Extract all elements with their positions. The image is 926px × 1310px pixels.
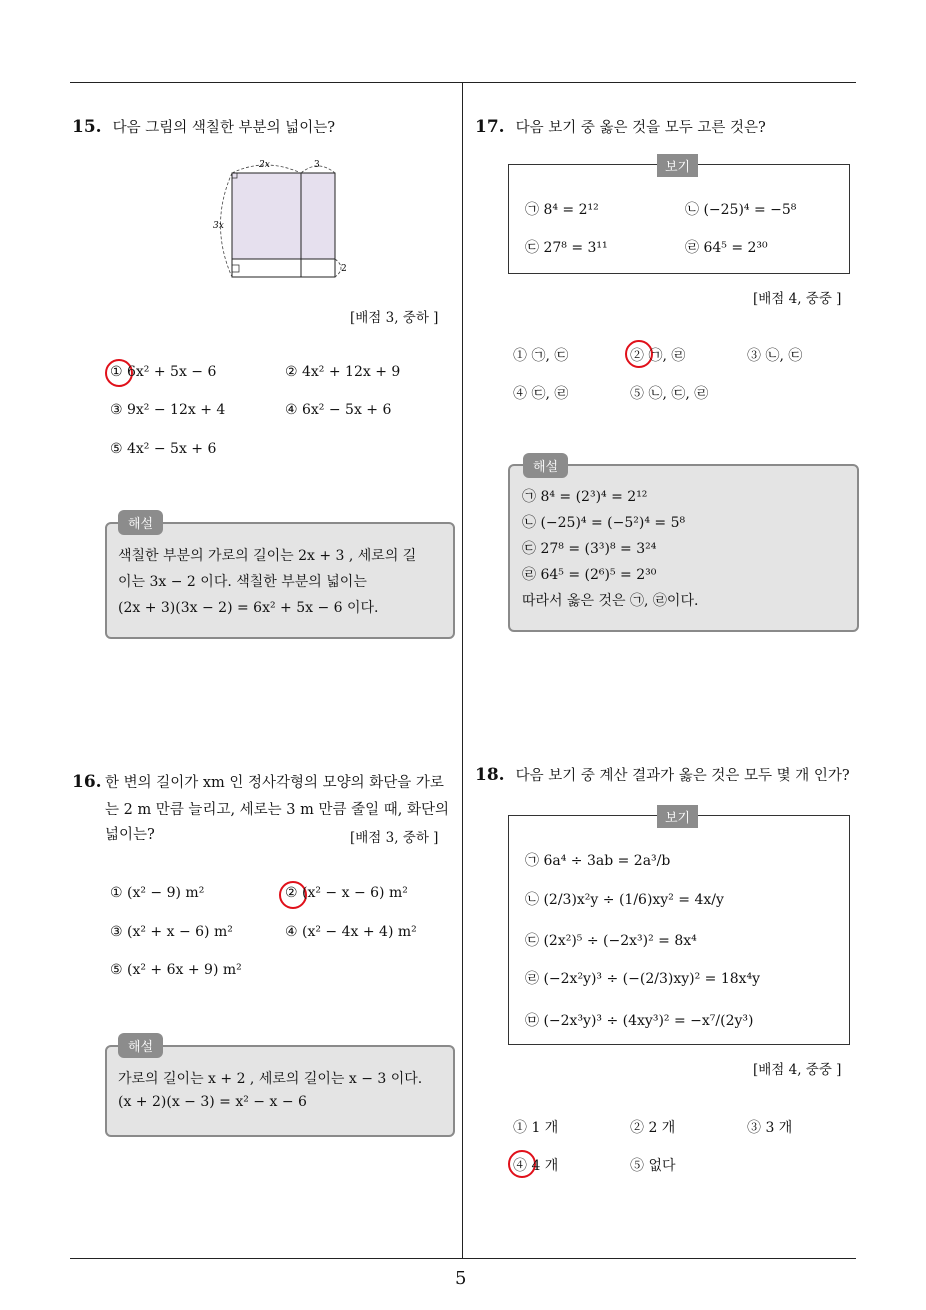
q18-bogi-2: ㉡ (2/3)x²y ÷ (1/6)xy² = 4x/y (525, 892, 724, 908)
q16-option-2[interactable]: ② (x² − x − 6) m² (285, 885, 408, 901)
q15-option-5[interactable]: ⑤ 4x² − 5x + 6 (110, 441, 217, 457)
q17-solution-tag: 해설 (523, 453, 568, 478)
q16-score: [배점 3, 중하 ] (350, 830, 439, 846)
q17-bogi-box (508, 164, 850, 274)
top-rule (70, 82, 856, 83)
q18-bogi-3: ㉢ (2x²)⁵ ÷ (−2x³)² = 8x⁴ (525, 933, 697, 949)
q17-option-2[interactable]: ② ㉠, ㉣ (630, 348, 686, 364)
q15-solution-line-1: 색칠한 부분의 가로의 길이는 2x + 3 , 세로의 길 (118, 548, 417, 564)
q18-option-5[interactable]: ⑤ 없다 (630, 1158, 676, 1174)
question-text-line-3: 넓이는? (105, 827, 155, 843)
q18-bogi-1: ㉠ 6a⁴ ÷ 3ab = 2a³/b (525, 853, 671, 869)
q17-bogi-2: ㉡ (−25)⁴ = −5⁸ (685, 202, 797, 218)
question-number: 18. (475, 765, 505, 785)
q17-solution-line-2: ㉡ (−25)⁴ = (−5²)⁴ = 5⁸ (522, 515, 686, 531)
q18-option-3[interactable]: ③ 3 개 (747, 1120, 793, 1136)
q17-solution-line-1: ㉠ 8⁴ = (2³)⁴ = 2¹² (522, 489, 648, 505)
q15-solution-line-2: 이는 3x − 2 이다. 색칠한 부분의 넓이는 (118, 574, 367, 590)
q18-bogi-4: ㉣ (−2x²y)³ ÷ (−(2/3)xy)² = 18x⁴y (525, 971, 761, 987)
question-text: 다음 보기 중 옳은 것을 모두 고른 것은? (515, 120, 766, 136)
page-number: 5 (455, 1268, 467, 1289)
question-15 (72, 117, 335, 139)
question-text: 다음 그림의 색칠한 부분의 넓이는? (112, 120, 335, 136)
q17-bogi-4: ㉣ 64⁵ = 2³⁰ (685, 240, 768, 256)
q15-score: [배점 3, 중하 ] (350, 310, 439, 326)
q18-option-4[interactable]: ④ 4 개 (513, 1158, 559, 1174)
q17-solution-line-4: ㉣ 64⁵ = (2⁶)⁵ = 2³⁰ (522, 567, 657, 583)
question-17 (475, 117, 766, 139)
q18-option-2[interactable]: ② 2 개 (630, 1120, 676, 1136)
q16-option-3[interactable]: ③ (x² + x − 6) m² (110, 924, 233, 940)
q15-option-1[interactable]: ① 6x² + 5x − 6 (110, 364, 217, 380)
question-number: 16. (72, 772, 102, 792)
column-divider (462, 82, 463, 1258)
question-18 (475, 765, 850, 787)
q17-option-3[interactable]: ③ ㉡, ㉢ (747, 348, 803, 364)
shaded-region (232, 173, 335, 259)
q16-solution-box (105, 1045, 455, 1137)
q18-bogi-5: ㉤ (−2x³y)³ ÷ (4xy³)² = −x⁷/(2y³) (525, 1013, 754, 1029)
q17-score: [배점 4, 중중 ] (753, 291, 842, 307)
q18-bogi-tag: 보기 (657, 805, 698, 828)
label-3x: 3x (213, 221, 224, 231)
q17-solution-line-5: 따라서 옳은 것은 ㉠, ㉣이다. (522, 593, 699, 609)
q16-option-4[interactable]: ④ (x² − 4x + 4) m² (285, 924, 417, 940)
q16-option-5[interactable]: ⑤ (x² + 6x + 9) m² (110, 962, 242, 978)
q15-option-3[interactable]: ③ 9x² − 12x + 4 (110, 402, 226, 418)
q17-bogi-3: ㉢ 27⁸ = 3¹¹ (525, 240, 608, 256)
question-number: 15. (72, 117, 102, 137)
q16-solution-line-2: (x + 2)(x − 3) = x² − x − 6 (118, 1094, 307, 1110)
label-2x: 2x (259, 160, 270, 170)
question-text-line-2: 는 2 m 만큼 늘리고, 세로는 3 m 만큼 줄일 때, 화단의 (105, 802, 449, 818)
q17-bogi-tag: 보기 (657, 154, 698, 177)
bottom-rule (70, 1258, 856, 1259)
q15-figure (205, 155, 355, 285)
q17-option-4[interactable]: ④ ㉢, ㉣ (513, 386, 569, 402)
q16-solution-tag: 해설 (118, 1033, 163, 1058)
q15-option-2[interactable]: ② 4x² + 12x + 9 (285, 364, 401, 380)
label-3: 3 (314, 160, 320, 170)
q18-score: [배점 4, 중중 ] (753, 1062, 842, 1078)
q15-solution-line-3: (2x + 3)(3x − 2) = 6x² + 5x − 6 이다. (118, 600, 379, 616)
question-text-line-1: 한 변의 길이가 xm 인 정사각형의 모양의 화단을 가로 (105, 775, 444, 791)
q17-bogi-1: ㉠ 8⁴ = 2¹² (525, 202, 599, 218)
q15-solution-tag: 해설 (118, 510, 163, 535)
q17-option-1[interactable]: ① ㉠, ㉢ (513, 348, 569, 364)
q15-option-4[interactable]: ④ 6x² − 5x + 6 (285, 402, 392, 418)
q16-option-1[interactable]: ① (x² − 9) m² (110, 885, 205, 901)
q16-solution-line-1: 가로의 길이는 x + 2 , 세로의 길이는 x − 3 이다. (118, 1071, 423, 1087)
label-2: 2 (341, 264, 347, 274)
question-text: 다음 보기 중 계산 결과가 옳은 것은 모두 몇 개 인가? (515, 768, 850, 784)
q17-solution-line-3: ㉢ 27⁸ = (3³)⁸ = 3²⁴ (522, 541, 657, 557)
q18-option-1[interactable]: ① 1 개 (513, 1120, 559, 1136)
question-number: 17. (475, 117, 505, 137)
q17-option-5[interactable]: ⑤ ㉡, ㉢, ㉣ (630, 386, 709, 402)
